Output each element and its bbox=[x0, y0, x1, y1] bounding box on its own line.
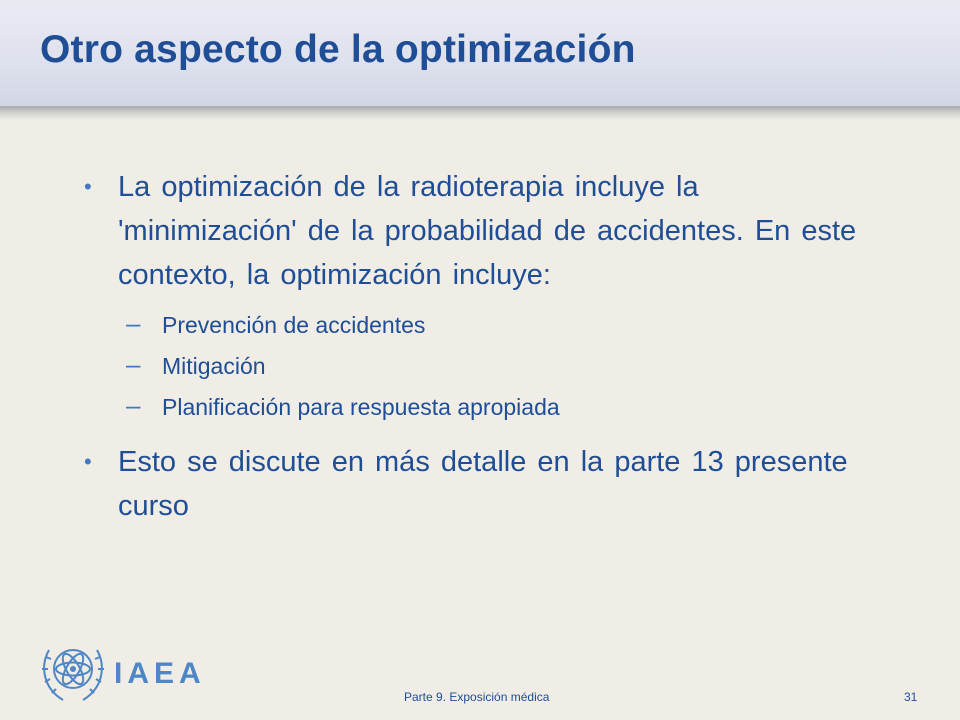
header-shadow bbox=[0, 106, 960, 120]
bullet-marker: • bbox=[84, 174, 92, 199]
sub-bullet-text: Mitigación bbox=[162, 353, 266, 379]
sub-bullet-text: Prevención de accidentes bbox=[162, 312, 426, 338]
iaea-emblem-icon bbox=[38, 632, 108, 710]
sub-bullet-item bbox=[84, 387, 884, 428]
sub-bullet-item bbox=[84, 305, 884, 346]
bullet-item bbox=[84, 440, 884, 528]
sub-bullet-list bbox=[84, 305, 884, 428]
bullet-list bbox=[84, 165, 884, 528]
dash-marker: – bbox=[126, 349, 141, 379]
bullet-marker: • bbox=[84, 449, 92, 474]
footer-part-label: Parte 9. Exposición médica bbox=[404, 690, 550, 704]
bullet-item bbox=[84, 165, 884, 297]
org-logotype: IAEA bbox=[114, 657, 206, 690]
sub-bullet-item bbox=[84, 346, 884, 387]
bullet-text: Esto se discute en más detalle en la parte 13 presente curso bbox=[118, 446, 848, 522]
sub-bullet-text: Planificación para respuesta apropiada bbox=[162, 394, 560, 420]
dash-marker: – bbox=[126, 308, 141, 338]
page-number: 31 bbox=[904, 690, 918, 704]
dash-marker: – bbox=[126, 390, 141, 420]
slide-title: Otro aspecto de la optimización bbox=[40, 28, 636, 71]
bullet-text: La optimización de la radioterapia incluye la 'minimización' de la probabilidad de accidentes. En este contexto, la optimización incluye: bbox=[118, 171, 857, 291]
